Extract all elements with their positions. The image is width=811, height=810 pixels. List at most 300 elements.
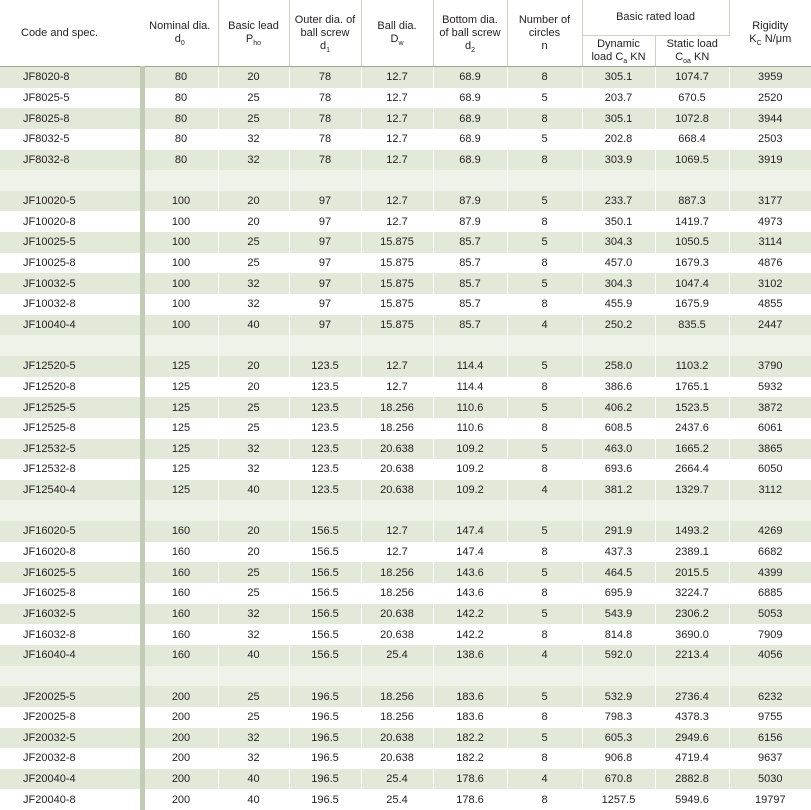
spacer-cell bbox=[0, 666, 142, 687]
cell-bottom-dia: 87.9 bbox=[433, 191, 507, 212]
cell-nominal-dia: 100 bbox=[142, 253, 218, 274]
spacer-cell bbox=[433, 335, 507, 356]
spacer-cell bbox=[142, 666, 218, 687]
cell-basic-lead: 32 bbox=[218, 273, 289, 294]
cell-bottom-dia: 178.6 bbox=[433, 769, 507, 790]
table-row bbox=[0, 583, 811, 604]
table-row bbox=[0, 748, 811, 769]
cell-rigidity: 6156 bbox=[729, 728, 811, 749]
cell-rigidity: 6682 bbox=[729, 542, 811, 563]
cell-circles: 8 bbox=[507, 253, 582, 274]
spacer-cell bbox=[142, 170, 218, 191]
spacer-cell bbox=[289, 666, 361, 687]
cell-dynamic-load: 906.8 bbox=[582, 748, 655, 769]
header-static-load: Static load $C_{oa}$ KN bbox=[655, 36, 729, 67]
cell-ball-dia: 18.256 bbox=[361, 562, 433, 583]
cell-basic-lead: 25 bbox=[218, 562, 289, 583]
cell-static-load: 1329.7 bbox=[655, 480, 729, 501]
cell-circles: 8 bbox=[507, 211, 582, 232]
cell-outer-dia: 156.5 bbox=[289, 645, 361, 666]
cell-dynamic-load: 406.2 bbox=[582, 397, 655, 418]
cell-bottom-dia: 147.4 bbox=[433, 521, 507, 542]
cell-ball-dia: 18.256 bbox=[361, 583, 433, 604]
spacer-cell bbox=[289, 335, 361, 356]
cell-basic-lead: 40 bbox=[218, 480, 289, 501]
cell-code: JF20032-8 bbox=[0, 748, 142, 769]
table-row bbox=[0, 645, 811, 666]
group-spacer-row bbox=[0, 335, 811, 356]
spacer-cell bbox=[0, 170, 142, 191]
cell-bottom-dia: 110.6 bbox=[433, 418, 507, 439]
cell-code: JF10040-4 bbox=[0, 315, 142, 336]
spacer-cell bbox=[433, 500, 507, 521]
cell-static-load: 4719.4 bbox=[655, 748, 729, 769]
cell-static-load: 1050.5 bbox=[655, 232, 729, 253]
cell-circles: 8 bbox=[507, 624, 582, 645]
cell-rigidity: 3865 bbox=[729, 439, 811, 460]
table-header bbox=[0, 0, 811, 67]
cell-outer-dia: 123.5 bbox=[289, 356, 361, 377]
cell-code: JF10020-8 bbox=[0, 211, 142, 232]
table-row bbox=[0, 624, 811, 645]
cell-static-load: 2736.4 bbox=[655, 686, 729, 707]
cell-basic-lead: 32 bbox=[218, 459, 289, 480]
cell-rigidity: 5932 bbox=[729, 377, 811, 398]
cell-nominal-dia: 125 bbox=[142, 459, 218, 480]
cell-static-load: 1523.5 bbox=[655, 397, 729, 418]
cell-code: JF20040-4 bbox=[0, 769, 142, 790]
cell-circles: 8 bbox=[507, 583, 582, 604]
cell-dynamic-load: 455.9 bbox=[582, 294, 655, 315]
cell-rigidity: 3102 bbox=[729, 273, 811, 294]
cell-ball-dia: 20.638 bbox=[361, 624, 433, 645]
cell-nominal-dia: 100 bbox=[142, 191, 218, 212]
cell-dynamic-load: 437.3 bbox=[582, 542, 655, 563]
cell-outer-dia: 196.5 bbox=[289, 769, 361, 790]
spacer-cell bbox=[361, 170, 433, 191]
cell-nominal-dia: 200 bbox=[142, 707, 218, 728]
cell-basic-lead: 20 bbox=[218, 211, 289, 232]
cell-outer-dia: 78 bbox=[289, 129, 361, 150]
cell-static-load: 1675.9 bbox=[655, 294, 729, 315]
cell-rigidity: 3112 bbox=[729, 480, 811, 501]
cell-circles: 8 bbox=[507, 418, 582, 439]
table-row bbox=[0, 439, 811, 460]
cell-dynamic-load: 291.9 bbox=[582, 521, 655, 542]
spacer-cell bbox=[655, 500, 729, 521]
cell-outer-dia: 123.5 bbox=[289, 418, 361, 439]
table-row bbox=[0, 253, 811, 274]
cell-dynamic-load: 463.0 bbox=[582, 439, 655, 460]
cell-ball-dia: 18.256 bbox=[361, 707, 433, 728]
cell-static-load: 2882.8 bbox=[655, 769, 729, 790]
cell-dynamic-load: 250.2 bbox=[582, 315, 655, 336]
cell-basic-lead: 25 bbox=[218, 108, 289, 129]
cell-basic-lead: 20 bbox=[218, 191, 289, 212]
cell-outer-dia: 156.5 bbox=[289, 521, 361, 542]
cell-rigidity: 19797 bbox=[729, 789, 811, 810]
group-spacer-row bbox=[0, 500, 811, 521]
cell-ball-dia: 12.7 bbox=[361, 542, 433, 563]
cell-dynamic-load: 386.6 bbox=[582, 377, 655, 398]
cell-basic-lead: 20 bbox=[218, 521, 289, 542]
cell-dynamic-load: 532.9 bbox=[582, 686, 655, 707]
cell-ball-dia: 15.875 bbox=[361, 273, 433, 294]
cell-code: JF12532-8 bbox=[0, 459, 142, 480]
cell-code: JF12520-5 bbox=[0, 356, 142, 377]
table-row bbox=[0, 789, 811, 810]
cell-ball-dia: 25.4 bbox=[361, 645, 433, 666]
cell-bottom-dia: 142.2 bbox=[433, 624, 507, 645]
cell-ball-dia: 20.638 bbox=[361, 459, 433, 480]
spacer-cell bbox=[729, 666, 811, 687]
cell-ball-dia: 25.4 bbox=[361, 789, 433, 810]
cell-outer-dia: 97 bbox=[289, 253, 361, 274]
cell-dynamic-load: 464.5 bbox=[582, 562, 655, 583]
cell-static-load: 2213.4 bbox=[655, 645, 729, 666]
spacer-cell bbox=[507, 170, 582, 191]
cell-code: JF10032-5 bbox=[0, 273, 142, 294]
table-row bbox=[0, 211, 811, 232]
table-row bbox=[0, 480, 811, 501]
spacer-cell bbox=[655, 335, 729, 356]
cell-outer-dia: 97 bbox=[289, 315, 361, 336]
cell-basic-lead: 25 bbox=[218, 686, 289, 707]
header-basic-rated-load: Basic rated load bbox=[582, 0, 729, 36]
cell-rigidity: 9637 bbox=[729, 748, 811, 769]
cell-bottom-dia: 85.7 bbox=[433, 294, 507, 315]
cell-code: JF12525-8 bbox=[0, 418, 142, 439]
cell-circles: 4 bbox=[507, 315, 582, 336]
cell-basic-lead: 20 bbox=[218, 356, 289, 377]
cell-rigidity: 2447 bbox=[729, 315, 811, 336]
cell-nominal-dia: 125 bbox=[142, 418, 218, 439]
cell-nominal-dia: 160 bbox=[142, 645, 218, 666]
spacer-cell bbox=[361, 500, 433, 521]
cell-nominal-dia: 160 bbox=[142, 562, 218, 583]
cell-basic-lead: 25 bbox=[218, 253, 289, 274]
cell-circles: 4 bbox=[507, 645, 582, 666]
table-row bbox=[0, 542, 811, 563]
cell-bottom-dia: 143.6 bbox=[433, 562, 507, 583]
cell-circles: 8 bbox=[507, 67, 582, 88]
cell-rigidity: 4056 bbox=[729, 645, 811, 666]
cell-code: JF10032-8 bbox=[0, 294, 142, 315]
cell-circles: 5 bbox=[507, 129, 582, 150]
cell-nominal-dia: 125 bbox=[142, 356, 218, 377]
spacer-cell bbox=[361, 666, 433, 687]
cell-static-load: 2306.2 bbox=[655, 604, 729, 625]
cell-code: JF20032-5 bbox=[0, 728, 142, 749]
cell-static-load: 887.3 bbox=[655, 191, 729, 212]
cell-circles: 5 bbox=[507, 88, 582, 109]
cell-nominal-dia: 80 bbox=[142, 150, 218, 171]
cell-dynamic-load: 381.2 bbox=[582, 480, 655, 501]
cell-circles: 5 bbox=[507, 728, 582, 749]
table-row bbox=[0, 562, 811, 583]
cell-outer-dia: 123.5 bbox=[289, 480, 361, 501]
cell-code: JF20025-8 bbox=[0, 707, 142, 728]
cell-outer-dia: 156.5 bbox=[289, 583, 361, 604]
cell-code: JF16020-5 bbox=[0, 521, 142, 542]
cell-rigidity: 4973 bbox=[729, 211, 811, 232]
cell-code: JF12532-5 bbox=[0, 439, 142, 460]
cell-outer-dia: 156.5 bbox=[289, 604, 361, 625]
cell-ball-dia: 15.875 bbox=[361, 294, 433, 315]
cell-outer-dia: 123.5 bbox=[289, 377, 361, 398]
cell-dynamic-load: 258.0 bbox=[582, 356, 655, 377]
cell-static-load: 670.5 bbox=[655, 88, 729, 109]
cell-rigidity: 4399 bbox=[729, 562, 811, 583]
cell-ball-dia: 12.7 bbox=[361, 356, 433, 377]
spacer-cell bbox=[582, 170, 655, 191]
cell-ball-dia: 15.875 bbox=[361, 232, 433, 253]
cell-rigidity: 4876 bbox=[729, 253, 811, 274]
cell-static-load: 1493.2 bbox=[655, 521, 729, 542]
table-row bbox=[0, 315, 811, 336]
header-nominal-dia: Nominal dia. $d_0$ bbox=[142, 0, 218, 67]
cell-ball-dia: 20.638 bbox=[361, 439, 433, 460]
cell-circles: 8 bbox=[507, 377, 582, 398]
cell-bottom-dia: 178.6 bbox=[433, 789, 507, 810]
cell-static-load: 1047.4 bbox=[655, 273, 729, 294]
cell-rigidity: 6061 bbox=[729, 418, 811, 439]
cell-static-load: 3690.0 bbox=[655, 624, 729, 645]
cell-ball-dia: 12.7 bbox=[361, 88, 433, 109]
cell-ball-dia: 12.7 bbox=[361, 150, 433, 171]
table-row bbox=[0, 294, 811, 315]
cell-rigidity: 4855 bbox=[729, 294, 811, 315]
cell-nominal-dia: 200 bbox=[142, 728, 218, 749]
spacer-cell bbox=[142, 335, 218, 356]
cell-basic-lead: 40 bbox=[218, 315, 289, 336]
cell-code: JF8025-5 bbox=[0, 88, 142, 109]
spacer-cell bbox=[218, 335, 289, 356]
header-rigidity: Rigidity $K_C$ N/μm bbox=[729, 0, 811, 67]
cell-dynamic-load: 814.8 bbox=[582, 624, 655, 645]
table-body bbox=[0, 67, 811, 810]
cell-rigidity: 3919 bbox=[729, 150, 811, 171]
cell-outer-dia: 97 bbox=[289, 211, 361, 232]
cell-basic-lead: 25 bbox=[218, 88, 289, 109]
cell-circles: 5 bbox=[507, 439, 582, 460]
cell-dynamic-load: 202.8 bbox=[582, 129, 655, 150]
cell-dynamic-load: 1257.5 bbox=[582, 789, 655, 810]
cell-code: JF20040-8 bbox=[0, 789, 142, 810]
cell-ball-dia: 25.4 bbox=[361, 769, 433, 790]
cell-ball-dia: 20.638 bbox=[361, 480, 433, 501]
cell-ball-dia: 12.7 bbox=[361, 191, 433, 212]
cell-nominal-dia: 100 bbox=[142, 273, 218, 294]
cell-bottom-dia: 142.2 bbox=[433, 604, 507, 625]
cell-nominal-dia: 100 bbox=[142, 232, 218, 253]
cell-bottom-dia: 147.4 bbox=[433, 542, 507, 563]
cell-bottom-dia: 182.2 bbox=[433, 748, 507, 769]
cell-dynamic-load: 592.0 bbox=[582, 645, 655, 666]
table-row bbox=[0, 707, 811, 728]
cell-nominal-dia: 200 bbox=[142, 686, 218, 707]
cell-nominal-dia: 160 bbox=[142, 542, 218, 563]
cell-circles: 8 bbox=[507, 150, 582, 171]
cell-dynamic-load: 693.6 bbox=[582, 459, 655, 480]
cell-ball-dia: 18.256 bbox=[361, 397, 433, 418]
cell-code: JF8032-5 bbox=[0, 129, 142, 150]
spacer-cell bbox=[582, 335, 655, 356]
cell-static-load: 1419.7 bbox=[655, 211, 729, 232]
cell-bottom-dia: 68.9 bbox=[433, 150, 507, 171]
cell-rigidity: 3114 bbox=[729, 232, 811, 253]
cell-code: JF12520-8 bbox=[0, 377, 142, 398]
cell-outer-dia: 78 bbox=[289, 150, 361, 171]
cell-basic-lead: 32 bbox=[218, 624, 289, 645]
cell-bottom-dia: 182.2 bbox=[433, 728, 507, 749]
cell-dynamic-load: 543.9 bbox=[582, 604, 655, 625]
cell-nominal-dia: 80 bbox=[142, 67, 218, 88]
cell-circles: 8 bbox=[507, 789, 582, 810]
cell-static-load: 2664.4 bbox=[655, 459, 729, 480]
cell-bottom-dia: 68.9 bbox=[433, 67, 507, 88]
cell-nominal-dia: 125 bbox=[142, 377, 218, 398]
cell-outer-dia: 196.5 bbox=[289, 789, 361, 810]
cell-basic-lead: 32 bbox=[218, 439, 289, 460]
spacer-cell bbox=[655, 666, 729, 687]
cell-code: JF16025-5 bbox=[0, 562, 142, 583]
cell-rigidity: 6885 bbox=[729, 583, 811, 604]
cell-nominal-dia: 125 bbox=[142, 480, 218, 501]
cell-circles: 8 bbox=[507, 459, 582, 480]
cell-outer-dia: 97 bbox=[289, 294, 361, 315]
cell-rigidity: 3177 bbox=[729, 191, 811, 212]
table-row bbox=[0, 604, 811, 625]
cell-nominal-dia: 200 bbox=[142, 789, 218, 810]
cell-dynamic-load: 233.7 bbox=[582, 191, 655, 212]
cell-static-load: 835.5 bbox=[655, 315, 729, 336]
spacer-cell bbox=[0, 500, 142, 521]
cell-bottom-dia: 114.4 bbox=[433, 356, 507, 377]
cell-static-load: 1074.7 bbox=[655, 67, 729, 88]
cell-outer-dia: 196.5 bbox=[289, 748, 361, 769]
cell-nominal-dia: 100 bbox=[142, 211, 218, 232]
cell-outer-dia: 156.5 bbox=[289, 542, 361, 563]
cell-static-load: 2389.1 bbox=[655, 542, 729, 563]
spacer-cell bbox=[0, 335, 142, 356]
cell-code: JF16025-8 bbox=[0, 583, 142, 604]
cell-nominal-dia: 80 bbox=[142, 88, 218, 109]
spacer-cell bbox=[655, 170, 729, 191]
cell-dynamic-load: 605.3 bbox=[582, 728, 655, 749]
cell-basic-lead: 25 bbox=[218, 397, 289, 418]
table-row bbox=[0, 459, 811, 480]
cell-basic-lead: 20 bbox=[218, 377, 289, 398]
cell-rigidity: 2503 bbox=[729, 129, 811, 150]
cell-static-load: 4378.3 bbox=[655, 707, 729, 728]
cell-basic-lead: 32 bbox=[218, 294, 289, 315]
spacer-cell bbox=[218, 666, 289, 687]
cell-code: JF12525-5 bbox=[0, 397, 142, 418]
cell-code: JF8032-8 bbox=[0, 150, 142, 171]
cell-ball-dia: 18.256 bbox=[361, 418, 433, 439]
cell-nominal-dia: 200 bbox=[142, 748, 218, 769]
cell-basic-lead: 40 bbox=[218, 789, 289, 810]
cell-bottom-dia: 109.2 bbox=[433, 459, 507, 480]
cell-bottom-dia: 85.7 bbox=[433, 315, 507, 336]
cell-dynamic-load: 670.8 bbox=[582, 769, 655, 790]
table-row bbox=[0, 728, 811, 749]
spacer-cell bbox=[142, 500, 218, 521]
cell-ball-dia: 12.7 bbox=[361, 521, 433, 542]
table-row bbox=[0, 356, 811, 377]
cell-bottom-dia: 110.6 bbox=[433, 397, 507, 418]
cell-basic-lead: 20 bbox=[218, 67, 289, 88]
cell-ball-dia: 12.7 bbox=[361, 67, 433, 88]
cell-basic-lead: 32 bbox=[218, 150, 289, 171]
cell-rigidity: 5053 bbox=[729, 604, 811, 625]
cell-ball-dia: 12.7 bbox=[361, 108, 433, 129]
cell-basic-lead: 40 bbox=[218, 769, 289, 790]
cell-rigidity: 4269 bbox=[729, 521, 811, 542]
cell-circles: 4 bbox=[507, 480, 582, 501]
cell-bottom-dia: 68.9 bbox=[433, 108, 507, 129]
cell-dynamic-load: 457.0 bbox=[582, 253, 655, 274]
cell-rigidity: 5030 bbox=[729, 769, 811, 790]
cell-basic-lead: 20 bbox=[218, 542, 289, 563]
header-code: Code and spec. bbox=[0, 0, 142, 67]
spacer-cell bbox=[433, 170, 507, 191]
cell-static-load: 1665.2 bbox=[655, 439, 729, 460]
cell-bottom-dia: 183.6 bbox=[433, 707, 507, 728]
cell-code: JF10020-5 bbox=[0, 191, 142, 212]
cell-ball-dia: 20.638 bbox=[361, 604, 433, 625]
group-spacer-row bbox=[0, 170, 811, 191]
cell-bottom-dia: 68.9 bbox=[433, 88, 507, 109]
cell-circles: 8 bbox=[507, 542, 582, 563]
cell-circles: 4 bbox=[507, 769, 582, 790]
cell-nominal-dia: 160 bbox=[142, 624, 218, 645]
cell-basic-lead: 25 bbox=[218, 583, 289, 604]
cell-outer-dia: 78 bbox=[289, 108, 361, 129]
spacer-cell bbox=[218, 170, 289, 191]
cell-dynamic-load: 305.1 bbox=[582, 108, 655, 129]
cell-basic-lead: 32 bbox=[218, 728, 289, 749]
spacer-cell bbox=[289, 170, 361, 191]
cell-static-load: 5949.6 bbox=[655, 789, 729, 810]
cell-nominal-dia: 100 bbox=[142, 294, 218, 315]
cell-rigidity: 2520 bbox=[729, 88, 811, 109]
cell-outer-dia: 156.5 bbox=[289, 562, 361, 583]
table-row bbox=[0, 769, 811, 790]
cell-static-load: 1679.3 bbox=[655, 253, 729, 274]
header-number-of-circles: Number of circles n bbox=[507, 0, 582, 67]
cell-dynamic-load: 304.3 bbox=[582, 232, 655, 253]
cell-ball-dia: 20.638 bbox=[361, 728, 433, 749]
cell-circles: 5 bbox=[507, 273, 582, 294]
cell-code: JF8025-8 bbox=[0, 108, 142, 129]
spacer-cell bbox=[507, 500, 582, 521]
cell-nominal-dia: 100 bbox=[142, 315, 218, 336]
cell-rigidity: 3872 bbox=[729, 397, 811, 418]
cell-rigidity: 9755 bbox=[729, 707, 811, 728]
cell-circles: 8 bbox=[507, 108, 582, 129]
cell-nominal-dia: 80 bbox=[142, 129, 218, 150]
cell-bottom-dia: 109.2 bbox=[433, 439, 507, 460]
cell-basic-lead: 25 bbox=[218, 232, 289, 253]
cell-code: JF8020-8 bbox=[0, 67, 142, 88]
cell-static-load: 1069.5 bbox=[655, 150, 729, 171]
cell-rigidity: 3944 bbox=[729, 108, 811, 129]
cell-outer-dia: 97 bbox=[289, 191, 361, 212]
cell-code: JF16032-8 bbox=[0, 624, 142, 645]
cell-ball-dia: 15.875 bbox=[361, 315, 433, 336]
